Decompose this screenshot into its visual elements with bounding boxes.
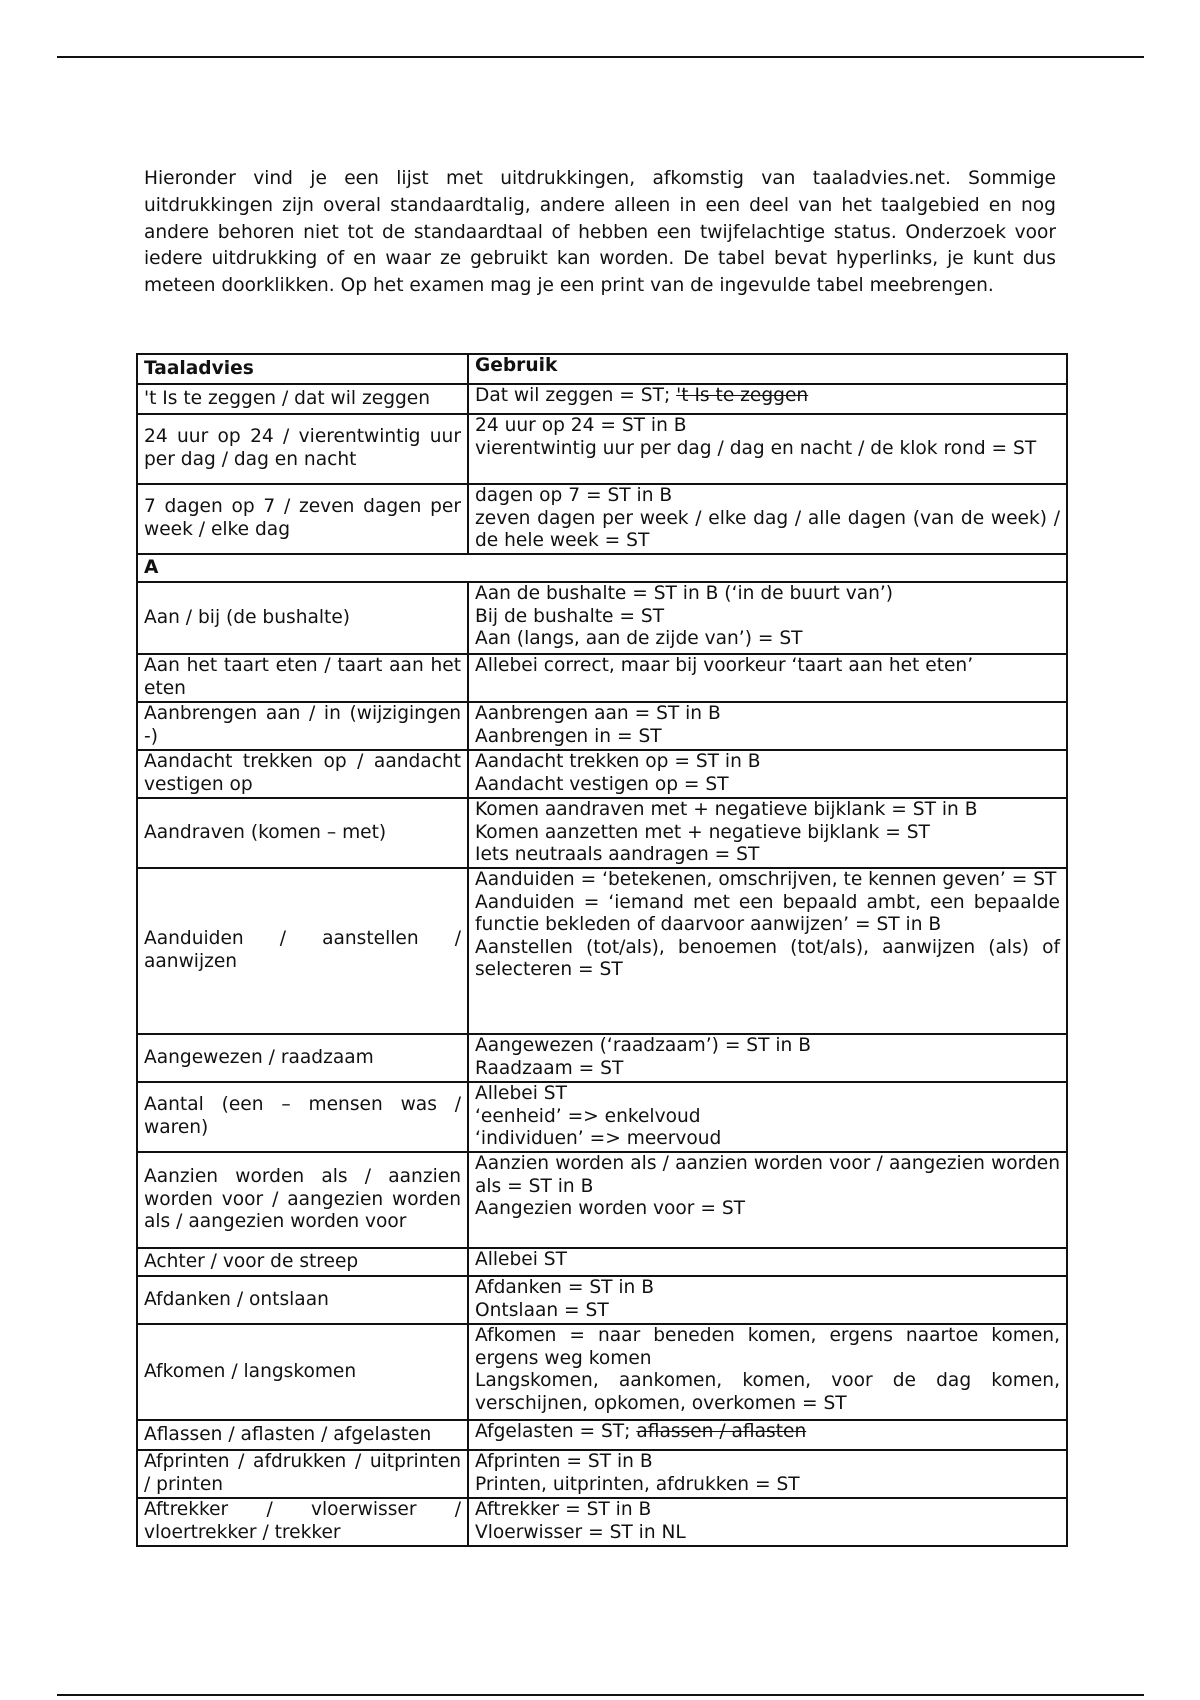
usage-line [475,1451,1060,1474]
usage-line [475,937,1060,982]
usage-line [475,1198,1060,1221]
struck-text: aflassen / aflasten [636,1421,807,1442]
table-row [137,1034,1067,1082]
usage-line [475,438,1060,461]
usage-line [475,1370,1060,1415]
struck-text: 't Is te zeggen [676,385,809,406]
usage-line [475,485,1060,508]
usage-line [475,822,1060,845]
usage-text: Afgelasten = ST; [475,1421,637,1442]
usage-text: ‘eenheid’ => enkelvoud [475,1105,701,1127]
intro-paragraph: Hieronder vind je een lijst met uitdrukkingen, afkomstig van taaladvies.net. Sommige uitdrukkingen zijn overal standaardtalig, andere alleen in een deel van het taalgebied en nog andere behoren niet tot de standaardtaal of hebben een twijfelachtige status. Onderzoek voor iedere uitdrukking of en waar ze gebruikt kan worden. De tabel bevat hyperlinks, je kunt dus meteen doorklikken. Op het examen mag je een print van de ingevulde tabel meebrengen. [144,168,1056,297]
usage-line [475,892,1060,937]
table-row [137,1152,1067,1248]
usage-line [475,628,1060,651]
usage-line [475,869,1060,892]
table-row [137,582,1067,654]
usage-text: Allebei ST [475,1249,567,1270]
term-cell: Afprinten / afdrukken / uitprinten / printen [137,1450,468,1498]
table-row [137,1082,1067,1152]
usage-line [475,1522,1060,1545]
usage-line [475,1474,1060,1497]
usage-cell [468,654,1067,702]
usage-line [475,1499,1060,1522]
usage-line [475,508,1060,553]
usage-cell [468,384,1067,414]
usage-text: Dat wil zeggen = ST; [475,385,677,406]
usage-text: Afprinten = ST in B [475,1451,653,1472]
table-row [137,484,1067,554]
usage-line [475,1083,1060,1106]
usage-line [475,1277,1060,1300]
usage-cell [468,868,1067,1034]
usage-line [475,1128,1060,1151]
term-cell: 't Is te zeggen / dat wil zeggen [137,384,468,414]
section-letter: A [137,554,1067,582]
usage-line [475,385,1060,408]
term-cell: Aanbrengen aan / in (wijzigingen -) [137,702,468,750]
usage-cell [468,1324,1067,1420]
usage-text: Iets neutraals aandragen = ST [475,844,760,866]
usage-cell [468,414,1067,484]
term-cell: 24 uur op 24 / vierentwintig uur per dag / dag en nacht [137,414,468,484]
usage-cell [468,798,1067,868]
usage-text: Printen, uitprinten, afdrukken = ST [475,1473,800,1495]
usage-text: Aandacht vestigen op = ST [475,773,729,795]
usage-text: Allebei correct, maar bij voorkeur ‘taart aan het eten’ [475,655,974,676]
usage-line [475,1325,1060,1370]
usage-text: Aanduiden = ‘iemand met een bepaald ambt, een bepaalde functie bekleden of daarvoor aanwijzen’ = ST in B [475,891,1060,936]
table-row [137,1276,1067,1324]
usage-text: Aan de bushalte = ST in B (‘in de buurt van’) [475,583,894,604]
usage-text: Komen aanzetten met + negatieve bijklank = ST [475,821,930,843]
table-row [137,414,1067,484]
term-cell: Aandraven (komen – met) [137,798,468,868]
usage-line [475,1058,1060,1081]
top-rule [57,56,1144,58]
usage-text: Ontslaan = ST [475,1299,609,1321]
usage-line [475,774,1060,797]
usage-line [475,1153,1060,1198]
usage-text: 24 uur op 24 = ST in B [475,415,687,436]
usage-line [475,799,1060,822]
term-cell: Achter / voor de streep [137,1248,468,1276]
usage-line [475,1249,1060,1272]
term-cell: Aangewezen / raadzaam [137,1034,468,1082]
usage-text: Afkomen = naar beneden komen, ergens naartoe komen, ergens weg komen [475,1325,1060,1369]
usage-line [475,583,1060,606]
usage-text: Aanbrengen aan = ST in B [475,703,721,724]
usage-cell [468,1082,1067,1152]
table-row [137,798,1067,868]
usage-line [475,703,1060,726]
usage-text: Aanduiden = ‘betekenen, omschrijven, te kennen geven’ = ST [475,869,1057,890]
usage-cell [468,1450,1067,1498]
table-header-row [137,354,1067,384]
usage-text: Aanbrengen in = ST [475,725,662,747]
usage-cell [468,750,1067,798]
usage-line [475,1035,1060,1058]
term-cell: Afkomen / langskomen [137,1324,468,1420]
table-row [137,654,1067,702]
term-cell: Aflassen / aflasten / afgelasten [137,1420,468,1450]
usage-text: ‘individuen’ => meervoud [475,1128,722,1150]
usage-cell [468,702,1067,750]
usage-line [475,751,1060,774]
term-cell: Aanduiden / aanstellen / aanwijzen [137,868,468,1034]
table-row [137,750,1067,798]
term-cell: Aantal (een – mensen was / waren) [137,1082,468,1152]
usage-cell [468,1034,1067,1082]
table-row [137,1248,1067,1276]
usage-cell [468,1276,1067,1324]
usage-line [475,726,1060,749]
taaladvies-table [136,353,1068,1547]
usage-text: Aanzien worden als / aanzien worden voor / aangezien worden als = ST in B [475,1153,1060,1197]
table-row [137,1324,1067,1420]
usage-text: Aangezien worden voor = ST [475,1198,745,1220]
usage-cell [468,1152,1067,1248]
term-cell: Aan / bij (de bushalte) [137,582,468,654]
usage-text: Allebei ST [475,1083,567,1104]
usage-line [475,1106,1060,1129]
usage-text: Raadzaam = ST [475,1057,624,1079]
table-row [137,1450,1067,1498]
table-row [137,702,1067,750]
usage-cell [468,1420,1067,1450]
header-gebruik: Gebruik [468,354,1067,384]
usage-cell [468,582,1067,654]
usage-line [475,415,1060,438]
usage-line [475,655,1060,678]
term-cell: Aftrekker / vloerwisser / vloertrekker / trekker [137,1498,468,1546]
usage-text: Bij de bushalte = ST [475,605,665,627]
usage-line [475,844,1060,867]
usage-text: Aanstellen (tot/als), benoemen (tot/als), aanwijzen (als) of selecteren = ST [475,936,1060,981]
bottom-rule [57,1694,1144,1696]
usage-cell [468,1498,1067,1546]
term-cell: Afdanken / ontslaan [137,1276,468,1324]
table-row [137,384,1067,414]
term-cell: Aan het taart eten / taart aan het eten [137,654,468,702]
usage-text: Aandacht trekken op = ST in B [475,751,761,772]
usage-text: Aan (langs, aan de zijde van’) = ST [475,628,803,650]
usage-cell [468,484,1067,554]
usage-text: Aangewezen (‘raadzaam’) = ST in B [475,1035,811,1056]
usage-line [475,1300,1060,1323]
term-cell: 7 dagen op 7 / zeven dagen per week / elke dag [137,484,468,554]
usage-text: Komen aandraven met + negatieve bijklank = ST in B [475,799,978,820]
usage-text: Langskomen, aankomen, komen, voor de dag komen, verschijnen, opkomen, overkomen = ST [475,1370,1060,1414]
term-cell: Aandacht trekken op / aandacht vestigen op [137,750,468,798]
table-row [137,868,1067,1034]
header-taaladvies: Taaladvies [137,354,468,384]
usage-text: Afdanken = ST in B [475,1277,655,1298]
section-row-a [137,554,1067,582]
usage-line [475,606,1060,629]
usage-text: Vloerwisser = ST in NL [475,1521,686,1543]
usage-cell [468,1248,1067,1276]
table-row [137,1420,1067,1450]
usage-text: dagen op 7 = ST in B [475,485,673,506]
table-row [137,1498,1067,1546]
term-cell: Aanzien worden als / aanzien worden voor / aangezien worden als / aangezien worden voor [137,1152,468,1248]
usage-text: zeven dagen per week / elke dag / alle dagen (van de week) / de hele week = ST [475,507,1060,552]
usage-text: Aftrekker = ST in B [475,1499,652,1520]
usage-text: vierentwintig uur per dag / dag en nacht / de klok rond = ST [475,437,1037,459]
usage-line [475,1421,1060,1444]
